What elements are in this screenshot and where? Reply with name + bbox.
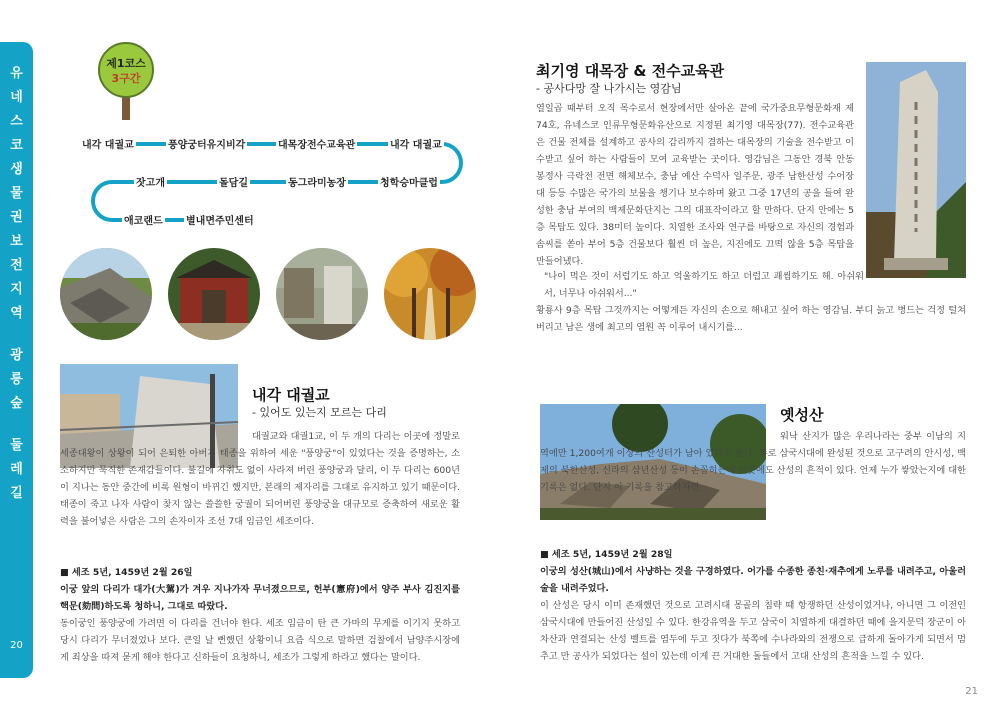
side-vertical-title <box>0 62 33 506</box>
photo-shrine-gate <box>168 248 260 340</box>
route-stop: 동그라미농장 <box>286 174 348 189</box>
route-stop: 청학승마클럽 <box>378 174 440 189</box>
route-stop: 내각 대궐교 <box>80 136 136 151</box>
side-char: 전 <box>10 258 23 273</box>
side-char: 광 <box>10 348 23 363</box>
choi-title: 최기영 대목장 & 전수교육관 <box>536 62 725 80</box>
route-stop: 대목장전수교육관 <box>276 136 357 151</box>
fortress-body2: 이 산성은 당시 이미 존재했던 것으로 고려시대 몽골의 침략 때 항쟁하던 산성이었거나, 아니면 그 이전인 삼국시대에 만들어진 산성일 수 있다. 한강유역을 두고 삼국이 치열하게 대결하던 때에 을지문덕 장군이 아차산과 연결되는 산성 벨트를 염두에 두고 짓다가 북쪽에 수나라와의 전쟁으로 급하게 돌아가게 되면서 멈추고 만 공사가 되었다는 설이 있는데 이게 끈 거대한 돌들에서 고대 산성의 흔적을 느낄 수 있다. <box>540 600 966 662</box>
page-number-left: 20 <box>10 640 23 651</box>
side-char: 레 <box>10 462 23 477</box>
course-badge <box>98 40 154 120</box>
course-line1: 제1코스 <box>106 57 146 70</box>
choi-tail: 황룡사 9층 목탑 그것까지는 어떻게든 자신의 손으로 해내고 싶어 하는 영감님. 부디 늙고 병드는 걱정 털쳐버리고 남은 생에 최고의 염원 꼭 이루어 내시기를... <box>536 305 966 333</box>
bridge-title: 내각 대궐교 <box>252 386 330 404</box>
photo-autumn-path <box>384 248 476 340</box>
route-stop: 내각 대궐교 <box>388 136 444 151</box>
side-char: 물 <box>10 186 23 201</box>
route-stop: 잣고개 <box>134 174 167 189</box>
side-char: 둘 <box>10 438 23 453</box>
side-char: 지 <box>10 282 23 297</box>
side-char: 코 <box>10 138 23 153</box>
route-stop: 별내면주민센터 <box>184 212 256 227</box>
side-char: 네 <box>10 90 23 105</box>
bridge-subtitle: - 있어도 있는지 모르는 다리 <box>252 406 387 419</box>
bridge-record-head: ■ 세조 5년, 1459년 2월 26일 <box>60 567 193 578</box>
side-char: 릉 <box>10 372 23 387</box>
bridge-record-text: 이궁 앞의 다리가 대가(大駕)가 겨우 지나가자 무너졌으므로, 헌부(憲府)에서 양주 부사 김진지를 핵문(劾問)하도록 청하니, 그대로 따랐다. <box>60 584 460 612</box>
route-stop: 애코랜드 <box>122 212 165 227</box>
bridge-body2: 동이궁인 풍양궁에 가려면 이 다리를 건너야 한다. 세조 임금이 탄 큰 가마의 무게를 이기지 못하고 당시 다리가 무너졌었나 보다. 큰일 날 뻔했던 상황이니 요즘 식으로 말하면 검찰에서 남양주시장에게 죄상을 따져 묻게 해야 한다고 신하들이 요청하니, 세조가 그렇게 하라고 했다는 말이다. <box>60 618 460 663</box>
fortress-title: 옛성산 <box>780 406 824 424</box>
course-line2: 3구간 <box>111 72 141 85</box>
choi-subtitle: - 공사다망 잘 나가시는 영감님 <box>536 82 682 95</box>
fortress-body1: 워낙 산지가 많은 우리나라는 중부 이남의 지역에만 1,200여개 이상의 산성터가 남아 있다고 한다. 주로 삼국시대에 완성된 것으로 고구려의 안시성, 백제의 북한산성, 신라의 삼년산성 등이 손꼽히는데 이곳에도 산성의 흔적이 있다. 언제 누가 쌓았는지에 대한 기록은 없다. 단지 이 기록을 참고하자면 <box>540 431 966 493</box>
route-stop: 돌담길 <box>217 174 250 189</box>
choi-body: 열일곱 때부터 오직 목수로서 현장에서만 살아온 끝에 국가중요무형문화재 제74호, 유네스코 인류무형문화유산으로 지정된 최기영 대목장(77). 전수교육관은 건물 전체를 설계하고 공사의 감리까지 겸하는 대목장의 기술을 전수받고 이수받고 싶어 하는 사람들이 모여 교육받는 곳이다. 영감님은 그동안 경북 안동 봉정사 극락전 전면 해체보수, 충남 예산 수덕사 일주문, 광주 남한산성 수어장대 등등 수많은 국가의 보물을 챙기나 보수하며 왔고 그중 17년의 공을 들여 완성한 충남 부여의 백제문화단지는 그의 대표작이라고 할 만하다. 단지 안에는 5층 목탑도 있다. 38미터 높이다. 치열한 조사와 연구를 바탕으로 자신의 경험과 솜씨를 쏟아 부어 5층 건물보다 훨씬 더 높은, 지진에도 끄떡 않을 5층 목탑을 만들어냈다. <box>536 103 854 267</box>
photo-memorial-stone <box>866 62 966 278</box>
photo-monument-stone <box>276 248 368 340</box>
side-char: 생 <box>10 162 23 177</box>
photo-rock-wall <box>60 248 152 340</box>
fortress-record-head: ■ 세조 5년, 1459년 2월 28일 <box>540 549 673 560</box>
fortress-record-text: 이궁의 성산(城山)에서 사냥하는 것을 구경하였다. 어가를 수종한 종친·재추에게 노루를 내려주고, 아울러 술을 내려주었다. <box>540 566 966 594</box>
route-stop: 풍양궁터유지비각 <box>166 136 247 151</box>
bridge-body1: 대궐교와 대궐1교, 이 두 개의 다리는 이곳에 정말로 세종대왕이 상왕이 되어 은퇴한 아버지 태종을 위하여 세운 "풍양궁"이 있었다는 것을 증명하는, 소소하지만 묵직한 존재감들이다. 불길에 자취도 없이 사라져 버린 풍양궁과 달리, 이 두 다리는 600년이 지나는 동안 중간에 비록 원형이 바뀌긴 했지만, 본래의 제자리를 그대로 유지하고 있기 때문이다. 태종이 죽고 나자 사람이 찾지 않는 쓸쓸한 궁궐이 되어버린 풍양궁을 대규모로 증축하여 새로운 활력을 불어넣은 사람은 그의 손자이자 조선 7대 임금인 세조이다. <box>60 431 460 527</box>
side-char: 역 <box>10 306 23 321</box>
route-map <box>72 130 472 230</box>
choi-quote: "나이 먹은 것이 서럽기도 하고 억울하기도 하고 더럽고 괘씸하기도 해. 아쉬워서, 너무나 아쉬워서..." <box>544 271 864 299</box>
page-number-right: 21 <box>965 686 978 697</box>
side-char: 보 <box>10 234 23 249</box>
side-char: 길 <box>10 486 23 501</box>
side-char: 스 <box>10 114 23 129</box>
side-char: 권 <box>10 210 23 225</box>
side-char: 유 <box>10 66 23 81</box>
side-char: 숲 <box>10 396 23 411</box>
